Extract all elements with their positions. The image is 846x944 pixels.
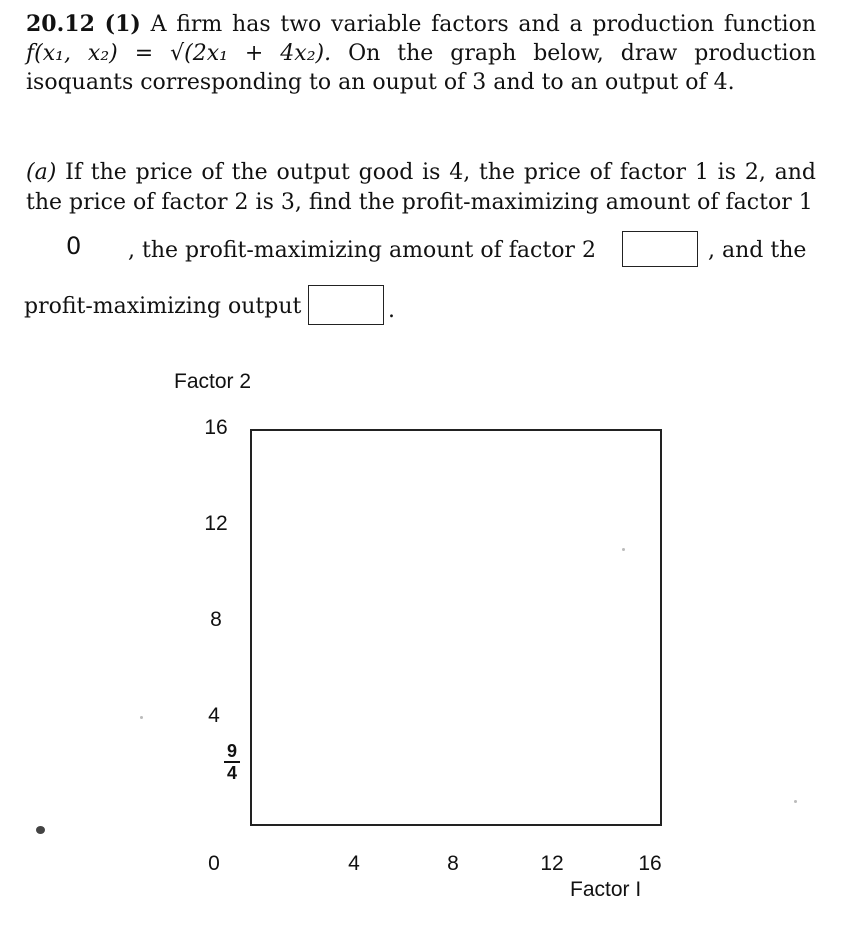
y-tick-4: 4 — [208, 704, 220, 727]
scan-speck — [794, 800, 797, 803]
fraction-denominator: 4 — [226, 763, 237, 783]
y-tick-16: 16 — [204, 416, 228, 439]
y-tick-12: 12 — [204, 512, 228, 535]
output-answer-box[interactable] — [308, 285, 384, 325]
x-tick-4: 4 — [348, 852, 360, 875]
factor2-answer-box[interactable] — [622, 231, 698, 267]
scan-speck — [622, 548, 625, 551]
y-tick-8: 8 — [210, 608, 222, 631]
x-tick-12: 12 — [540, 852, 564, 875]
y-axis-label: Factor 2 — [174, 370, 252, 393]
part-a-text: If the price of the output good is 4, the price of factor 1 is 2, and the price of factor 2 is 3, find the profit-maximizing amount of factor 1 — [26, 160, 816, 215]
x-tick-16: 16 — [638, 852, 662, 875]
factor2-answer-row — [128, 236, 596, 266]
problem-difficulty: (1) — [104, 11, 141, 37]
y-tick-fraction — [222, 742, 242, 782]
problem-intro: A firm has two variable factors and a production function — [150, 12, 816, 37]
x-axis-label: Factor I — [570, 878, 642, 901]
plot-area[interactable] — [250, 429, 662, 826]
period: . — [388, 298, 395, 323]
answer-factor1: 0 — [66, 232, 82, 260]
problem-number: 20.12 — [26, 11, 95, 37]
factor2-text: , the profit-maximizing amount of factor 2 — [128, 238, 596, 263]
scan-mark — [36, 826, 45, 834]
and-the-text: , and the — [708, 238, 807, 263]
part-a-question — [26, 158, 816, 218]
scan-speck — [140, 716, 143, 719]
problem-rest: On the graph below, draw production isoquants corresponding to an ouput of 3 and to an output of 4. — [26, 41, 817, 95]
x-tick-8: 8 — [447, 852, 459, 875]
part-a-label: (a) — [26, 160, 57, 185]
fraction-numerator: 9 — [226, 741, 237, 761]
production-function: f(x₁, x₂) = √(2x₁ + 4x₂). — [26, 41, 332, 66]
problem-statement — [26, 10, 816, 97]
origin-label: 0 — [208, 852, 220, 875]
output-text: profit-maximizing output — [24, 294, 302, 319]
